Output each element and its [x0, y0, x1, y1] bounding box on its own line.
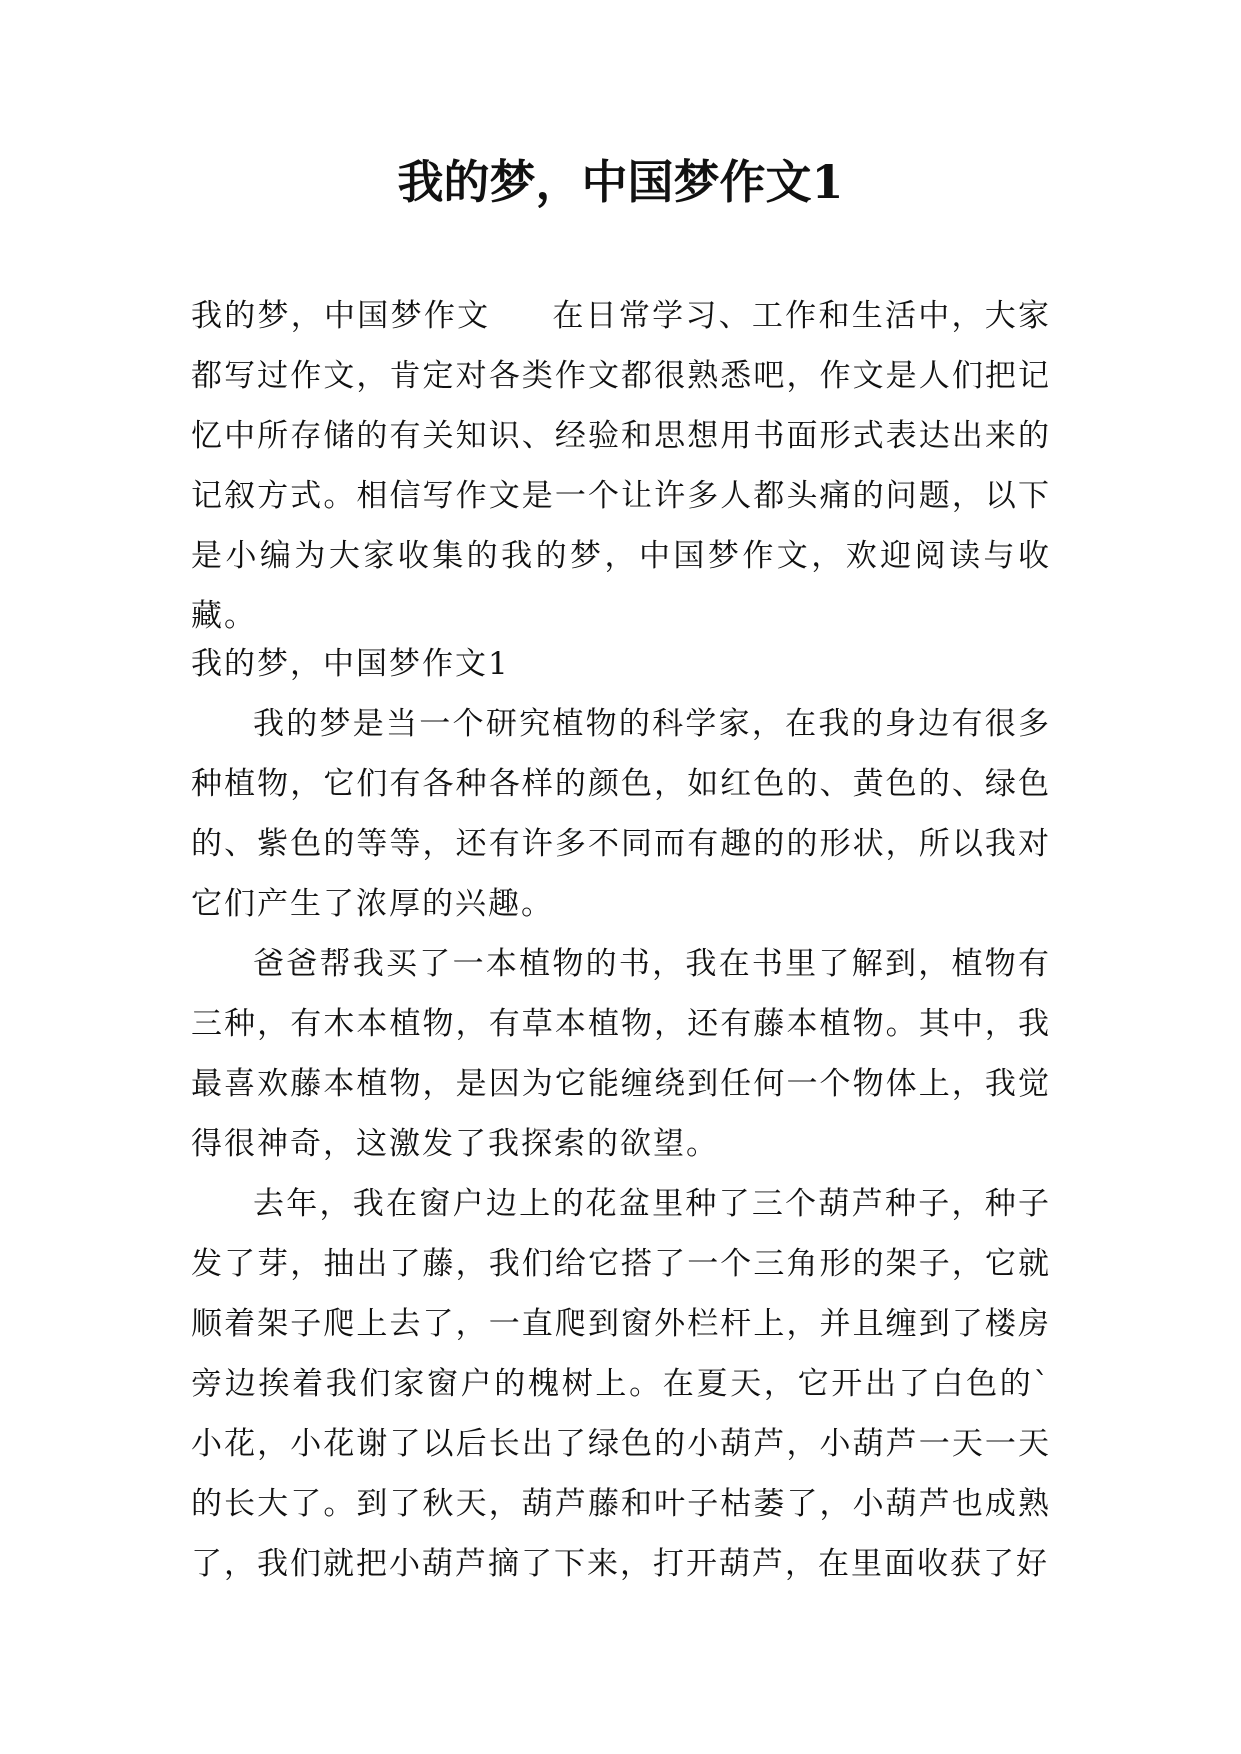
- essay-paragraph-2: 爸爸帮我买了一本植物的书，我在书里了解到，植物有三种，有木本植物，有草本植物，还有藤本植物。其中，我最喜欢藤本植物，是因为它能缠绕到任何一个物体上，我觉得很神奇，这激发了我探索的欲望。: [191, 946, 1051, 1162]
- essay-paragraph-3: 去年，我在窗户边上的花盆里种了三个葫芦种子，种子发了芽，抽出了藤，我们给它搭了一个三角形的架子，它就顺着架子爬上去了，一直爬到窗外栏杆上，并且缠到了楼房旁边挨着我们家窗户的槐树上。在夏天，它开出了白色的`小花，小花谢了以后长出了绿色的小葫芦，小葫芦一天一天的长大了。到了秋天，葫芦藤和叶子枯萎了，小葫芦也成熟了，我们就把小葫芦摘了下来，打开葫芦，在里面收获了好: [191, 1186, 1051, 1582]
- essay-heading: 我的梦，中国梦作文1: [191, 646, 510, 682]
- intro-paragraph: [191, 286, 1051, 646]
- intro-text: 在日常学习、工作和生活中，大家都写过作文，肯定对各类作文都很熟悉吧，作文是人们把记忆中所存储的有关知识、经验和思想用书面形式表达出来的记叙方式。相信写作文是一个让许多人都头痛的问题，以下是小编为大家收集的我的梦，中国梦作文，欢迎阅读与收藏。: [191, 298, 1052, 634]
- document-title: 我的梦，中国梦作文1: [397, 155, 844, 209]
- essay-paragraph-1: 我的梦是当一个研究植物的科学家，在我的身边有很多种植物，它们有各种各样的颜色，如红色的、黄色的、绿色的、紫色的等等，还有许多不同而有趣的的形状，所以我对它们产生了浓厚的兴趣。: [191, 706, 1051, 922]
- intro-section: [191, 286, 1051, 646]
- essay-section: [191, 634, 1051, 1594]
- intro-heading: 我的梦，中国梦作文: [191, 298, 491, 334]
